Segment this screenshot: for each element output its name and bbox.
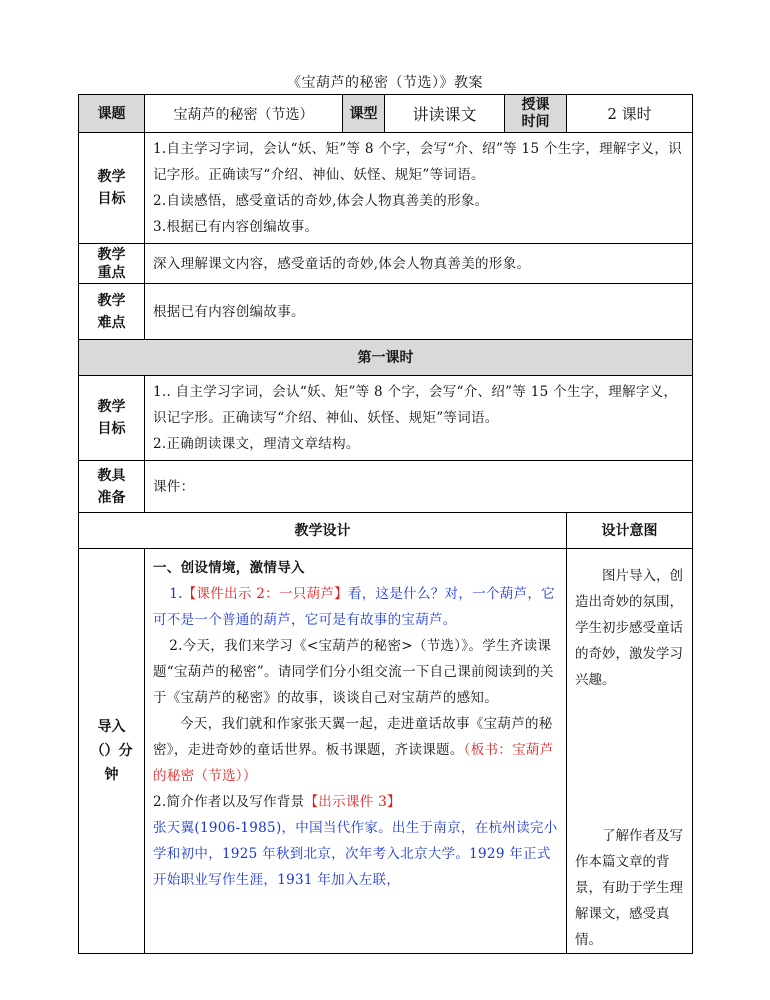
key-points-content: 深入理解课文内容，感受童话的奇妙,体会人物真善美的形象。 [145, 244, 693, 284]
lesson-goals-content [145, 376, 693, 461]
goal-line: 1.自主学习字词，会认“妖、矩”等 8 个字，会写“介、绍”等 15 个生字，理解字义，识记字形。正确读写“介绍、神仙、妖怪、规矩”等词语。 [153, 141, 682, 183]
tools-label-line1: 教具 [97, 467, 126, 484]
intro-label-line3: 钟 [104, 767, 119, 783]
tools-content: 课件： [145, 461, 693, 513]
intro-row [79, 549, 693, 954]
intro-label-line1: 导入 [97, 719, 126, 735]
time-value: 2 课时 [567, 95, 693, 133]
intro-paragraph-2: 2.今天，我们来学习《<宝葫芦的秘密>（节选）》。学生齐读课题“宝葫芦的秘密”。请同学们分小组交流一下自己课前阅读到的关于《宝葫芦的秘密》的故事，谈谈自己对宝葫芦的感知。 [153, 638, 554, 706]
intro-paragraph-4 [153, 789, 558, 815]
lesson-goals-label-line2: 目标 [97, 421, 126, 437]
p1-text: 看，这是什么？对，一个葫芦，它可不是一个普通的葫芦，它可是有故事的宝葫芦。 [153, 586, 555, 628]
key-points-label-line1: 教学 [97, 246, 126, 263]
intent-paragraph-1: 图片导入，创造出奇妙的氛围，学生初步感受童话的奇妙，激发学习兴趣。 [575, 568, 683, 688]
difficulties-content: 根据已有内容创编故事。 [145, 284, 693, 340]
intro-label [79, 549, 145, 954]
key-points-row [79, 244, 693, 284]
type-value: 讲读课文 [385, 95, 505, 133]
difficulties-label-line2: 难点 [97, 314, 126, 331]
p4-text: 2.简介作者以及写作背景 [153, 794, 305, 810]
tools-row [79, 461, 693, 513]
difficulties-label-line1: 教学 [97, 292, 126, 309]
tools-label [79, 461, 145, 513]
key-points-label-line2: 重点 [97, 264, 126, 281]
goals-content [145, 133, 693, 244]
p3-text: 今天，我们就和作家张天翼一起，走进童话故事《宝葫芦的秘密》，走进奇妙的童话世界。板书课题，齐读课题。 [153, 716, 553, 758]
intent-content [567, 549, 693, 954]
intro-paragraph-3 [153, 711, 558, 789]
intro-heading: 一、创设情境，激情导入 [153, 560, 305, 576]
intro-content [145, 549, 567, 954]
tools-label-line2: 准备 [97, 489, 126, 506]
design-col-title: 教学设计 [79, 513, 567, 549]
goals-label [79, 133, 145, 244]
time-label [505, 95, 567, 133]
p1-prefix: 1. [169, 586, 183, 602]
goal-line: 2.自读感悟，感受童话的奇妙,体会人物真善美的形象。 [153, 193, 489, 209]
p3-board-note: （板书：宝葫芦的秘密（节选）） [153, 742, 554, 784]
topic-label: 课题 [79, 95, 145, 133]
intent-paragraph-2: 了解作者及写作本篇文章的背景，有助于学生理解课文，感受真情。 [575, 828, 683, 948]
lesson-goals-row [79, 376, 693, 461]
time-label-line1: 授课 [521, 96, 550, 113]
time-label-line2: 时间 [521, 113, 550, 130]
lesson-plan-table [78, 94, 693, 954]
p4-courseware-tag: 【出示课件 3】 [304, 794, 401, 810]
lesson-goals-label-line1: 教学 [97, 399, 126, 415]
type-label: 课型 [343, 95, 385, 133]
intro-paragraph-5: 张天翼(1906-1985)，中国当代作家。出生于南京，在杭州读完小学和初中，1925 年秋到北京，次年考入北京大学。1929 年正式开始职业写作生涯，1931 年加入左联， [153, 820, 558, 888]
intro-paragraph-1 [153, 581, 558, 633]
goals-label-line2: 目标 [97, 191, 126, 207]
lesson-goals-label [79, 376, 145, 461]
intent-col-title: 设计意图 [567, 513, 693, 549]
design-header-row [79, 513, 693, 549]
header-row [79, 95, 693, 133]
document-title: 《宝葫芦的秘密（节选）》教案 [287, 75, 483, 91]
difficulties-label [79, 284, 145, 340]
first-lesson-row [79, 340, 693, 376]
difficulties-row [79, 284, 693, 340]
topic-value: 宝葫芦的秘密（节选） [145, 95, 343, 133]
goals-row [79, 133, 693, 244]
intro-label-line2: （）分 [90, 743, 133, 759]
p1-courseware-tag: 【课件出示 2：一只葫芦】 [182, 586, 348, 602]
first-lesson-title: 第一课时 [79, 340, 693, 376]
lesson-goal-line: 1.. 自主学习字词，会认“妖、矩”等 8 个字，会写“介、绍”等 15 个生字，理解字义，识记字形。正确读写“介绍、神仙、妖怪、规矩”等词语。 [153, 384, 678, 426]
lesson-goal-line: 2.正确朗读课文，理清文章结构。 [153, 436, 360, 452]
key-points-label [79, 244, 145, 284]
goal-line: 3.根据已有内容创编故事。 [153, 219, 319, 235]
goals-label-line1: 教学 [97, 169, 126, 185]
